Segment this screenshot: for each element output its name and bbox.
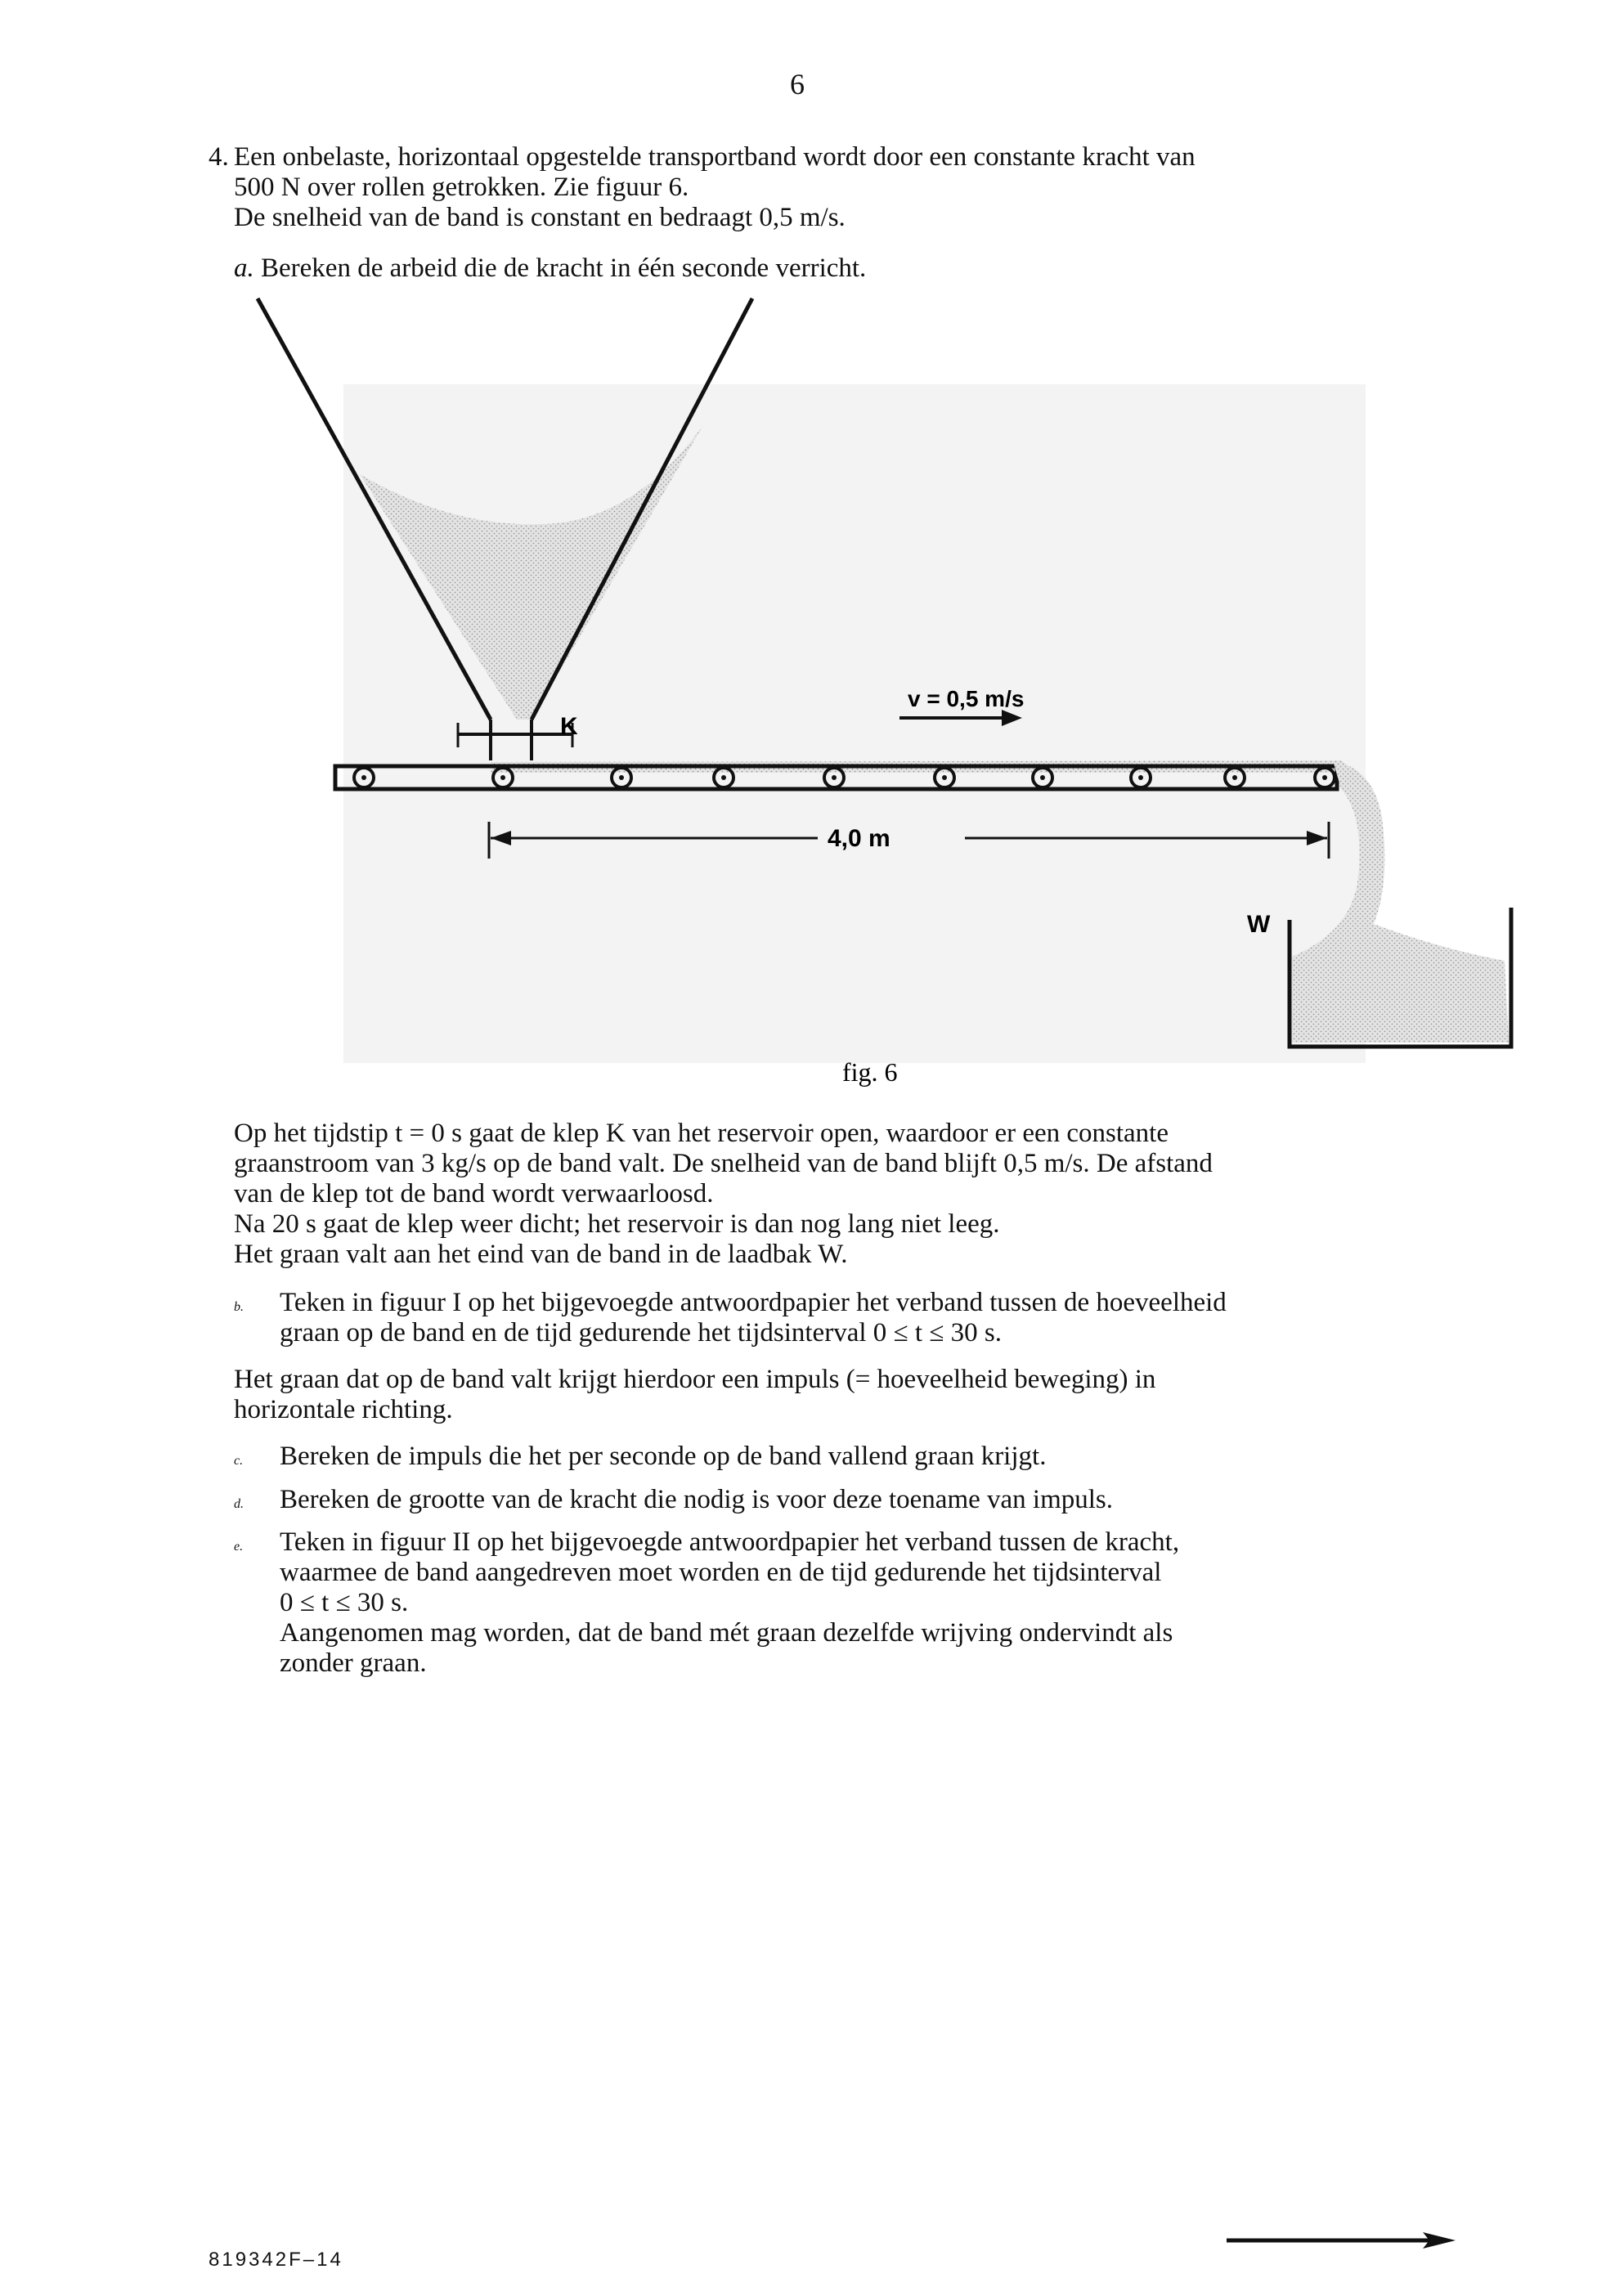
subquestion-a-label: a. xyxy=(234,253,254,283)
context-line-2: graanstroom van 3 kg/s op de band valt. De snelheid van de band blijft 0,5 m/s. De afstand xyxy=(234,1149,1213,1178)
context-line-5: Het graan valt aan het eind van de band in de laadbak W. xyxy=(234,1240,848,1269)
subquestion-b xyxy=(234,1288,1460,1348)
intro-line-2: 500 N over rollen getrokken. Zie figuur 6. xyxy=(234,173,689,202)
subquestion-d-text: Bereken de grootte van de kracht die nodig is voor deze toename van impuls. xyxy=(280,1485,1114,1514)
context-line-3: van de klep tot de band wordt verwaarloosd. xyxy=(234,1179,714,1209)
subquestion-d-label: d. xyxy=(234,1497,244,1511)
intro-line-3: De snelheid van de band is constant en bedraagt 0,5 m/s. xyxy=(234,203,846,232)
impulse-line-2: horizontale richting. xyxy=(234,1395,453,1424)
next-page-arrow-icon xyxy=(1218,2224,1464,2257)
background-wash xyxy=(343,384,1366,1063)
subquestion-e-line-5: zonder graan. xyxy=(280,1648,427,1678)
distance-label: 4,0 m xyxy=(828,825,890,852)
context-line-1: Op het tijdstip t = 0 s gaat de klep K van het reservoir open, waardoor er een constante xyxy=(234,1119,1169,1148)
impulse-intro xyxy=(234,1365,1452,1425)
intro-line-1: Een onbelaste, horizontaal opgestelde transportband wordt door een constante kracht van xyxy=(234,142,1196,172)
subquestion-e-line-1: Teken in figuur II op het bijgevoegde antwoordpapier het verband tussen de kracht, xyxy=(280,1527,1180,1557)
subquestion-d xyxy=(234,1485,1460,1515)
velocity-label: v = 0,5 m/s xyxy=(908,686,1025,711)
context-paragraph xyxy=(234,1119,1452,1270)
subquestion-c xyxy=(234,1442,1460,1472)
context-line-4: Na 20 s gaat de klep weer dicht; het reservoir is dan nog lang niet leeg. xyxy=(234,1209,1000,1239)
subquestion-b-line-2: graan op de band en de tijd gedurende het tijdsinterval 0 ≤ t ≤ 30 s. xyxy=(280,1318,1002,1348)
footer-code: 819342F–14 xyxy=(209,2249,343,2271)
subquestion-b-line-1: Teken in figuur I op het bijgevoegde antwoordpapier het verband tussen de hoeveelheid xyxy=(280,1288,1227,1317)
subquestion-e-label: e. xyxy=(234,1540,244,1554)
bin-label: W xyxy=(1247,911,1271,938)
subquestion-e-line-3: 0 ≤ t ≤ 30 s. xyxy=(280,1588,409,1617)
impulse-line-1: Het graan dat op de band valt krijgt hierdoor een impuls (= hoeveelheid beweging) in xyxy=(234,1365,1156,1394)
figure-6-conveyor xyxy=(0,0,1597,1096)
subquestion-e-line-2: waarmee de band aangedreven moet worden en de tijd gedurende het tijdsinterval xyxy=(280,1558,1162,1587)
page-number: 6 xyxy=(790,68,805,101)
subquestion-e xyxy=(234,1527,1460,1679)
subquestion-a-text: Bereken de arbeid die de kracht in één seconde verricht. xyxy=(261,253,867,283)
question-number: 4. xyxy=(209,142,229,172)
subquestion-c-label: c. xyxy=(234,1454,244,1468)
valve-label: K xyxy=(560,713,578,740)
subquestion-b-label: b. xyxy=(234,1300,244,1314)
subquestion-e-line-4: Aangenomen mag worden, dat de band mét graan dezelfde wrijving ondervindt als xyxy=(280,1618,1173,1648)
figure-caption: fig. 6 xyxy=(842,1057,898,1087)
subquestion-c-text: Bereken de impuls die het per seconde op de band vallend graan krijgt. xyxy=(280,1442,1047,1471)
